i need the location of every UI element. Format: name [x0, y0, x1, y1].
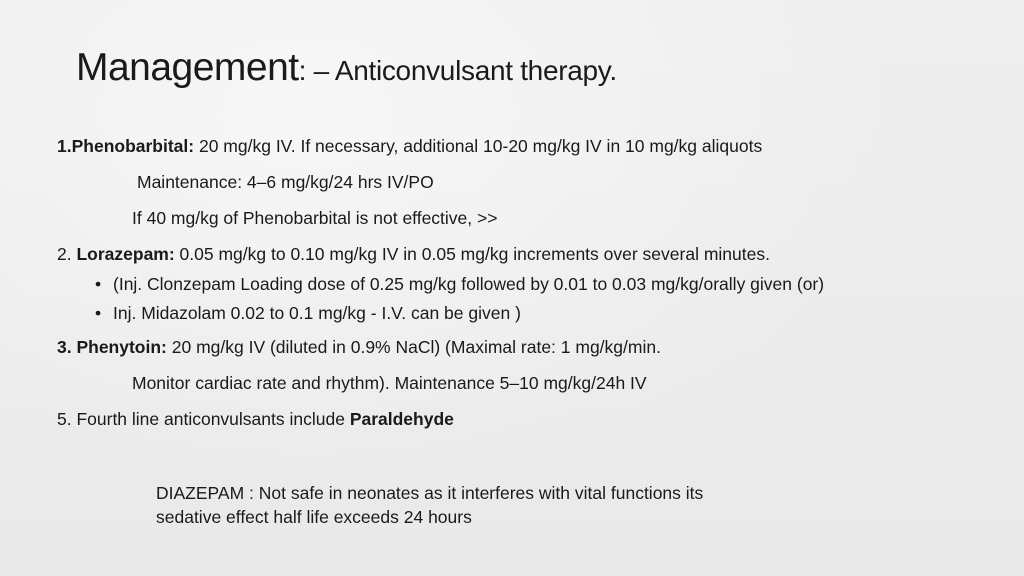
phenobarbital-line	[57, 136, 762, 157]
diazepam-note	[156, 481, 796, 529]
lorazepam-line	[57, 244, 770, 265]
monitor-text: Monitor cardiac rate and rhythm). Maintenance 5–10 mg/kg/24h IV	[132, 373, 647, 393]
note-line-1: DIAZEPAM : Not safe in neonates as it interferes with vital functions its	[156, 483, 704, 503]
slide-title	[76, 46, 617, 90]
midazolam-bullet	[95, 303, 521, 324]
phenytoin-monitor	[132, 373, 647, 394]
note-line-2: sedative effect half life exceeds 24 hours	[156, 507, 472, 527]
clonazepam-bullet	[95, 274, 825, 295]
phenobarbital-maintenance	[137, 172, 434, 193]
bullet-dot: •	[95, 274, 102, 294]
phenobarbital-label: 1.Phenobarbital:	[57, 136, 195, 156]
title-subtitle: Anticonvulsant therapy.	[334, 55, 617, 86]
midazolam-text: Inj. Midazolam 0.02 to 0.1 mg/kg - I.V. can be given )	[113, 303, 521, 323]
lorazepam-number: 2.	[57, 244, 77, 264]
clonazepam-text: (Inj. Clonzepam Loading dose of 0.25 mg/kg followed by 0.01 to 0.03 mg/kg/orally given (or)	[113, 274, 825, 294]
maintenance-text: Maintenance: 4–6 mg/kg/24 hrs IV/PO	[137, 172, 434, 192]
lorazepam-dose: 0.05 mg/kg to 0.10 mg/kg IV in 0.05 mg/kg increments over several minutes.	[174, 244, 770, 264]
phenytoin-label: 3. Phenytoin:	[57, 337, 167, 357]
bullet-dot: •	[95, 303, 102, 323]
not-effective-text: If 40 mg/kg of Phenobarbital is not effective, >>	[132, 208, 498, 228]
fourth-line-text: 5. Fourth line anticonvulsants include	[57, 409, 350, 429]
phenytoin-line	[57, 337, 661, 358]
phenytoin-dose: 20 mg/kg IV (diluted in 0.9% NaCl) (Maximal rate: 1 mg/kg/min.	[166, 337, 661, 357]
phenobarbital-not-effective	[132, 208, 497, 229]
phenobarbital-dose: 20 mg/kg IV. If necessary, additional 10-20 mg/kg IV in 10 mg/kg aliquots	[194, 136, 763, 156]
fourth-line	[57, 409, 454, 430]
lorazepam-label: Lorazepam:	[76, 244, 175, 264]
title-separator: : –	[298, 55, 335, 86]
paraldehyde-label: Paraldehyde	[349, 409, 454, 429]
title-main: Management	[76, 46, 299, 89]
